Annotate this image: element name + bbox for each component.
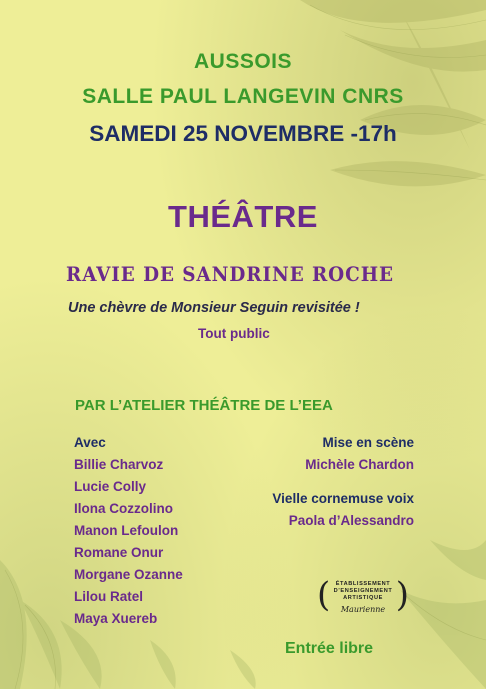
cast-member: Morgane Ozanne <box>74 567 183 582</box>
logo-right-parenthesis: ) <box>395 575 409 615</box>
workshop-heading: PAR L’ATELIER THÉÂTRE DE L’EEA <box>75 397 333 414</box>
direction-name: Michèle Chardon <box>305 457 414 472</box>
entry-label: Entrée libre <box>285 640 374 657</box>
direction-label: Mise en scène <box>322 435 414 450</box>
city-title: AUSSOIS <box>193 50 293 73</box>
genre-heading: THÉÂTRE <box>168 199 318 234</box>
eea-logo <box>317 575 409 623</box>
logo-script: Maurienne <box>340 605 386 614</box>
tagline-rest: chèvre de Monsieur Seguin revisitée ! <box>95 300 360 316</box>
cast-member: Maya Xuereb <box>74 611 158 626</box>
logo-left-parenthesis: ( <box>317 575 331 615</box>
event-date: SAMEDI 25 NOVEMBRE -17h <box>89 121 397 146</box>
music-label: Vielle cornemuse voix <box>272 491 414 506</box>
music-name: Paola d’Alessandro <box>288 513 414 528</box>
cast-member: Manon Lefoulon <box>74 523 179 538</box>
venue-title: SALLE PAUL LANGEVIN CNRS <box>82 85 404 108</box>
logo-line-2: D’ENSEIGNEMENT <box>333 588 393 594</box>
play-title: RAVIE DE SANDRINE ROCHE <box>66 262 394 286</box>
cast-member: Romane Onur <box>74 545 164 560</box>
cast-heading: Avec <box>74 435 106 450</box>
credits-column <box>0 432 414 532</box>
tagline <box>68 300 360 316</box>
cast-member: Ilona Cozzolino <box>74 501 173 516</box>
audience-label: Tout public <box>198 326 270 341</box>
tagline-prefix: Une <box>68 300 96 316</box>
cast-member: Lilou Ratel <box>74 589 144 604</box>
logo-line-1: ÉTABLISSEMENT <box>335 581 391 587</box>
cast-member: Lucie Colly <box>74 479 147 494</box>
logo-line-3: ARTISTIQUE <box>343 595 383 601</box>
cast-member: Billie Charvoz <box>74 457 164 472</box>
